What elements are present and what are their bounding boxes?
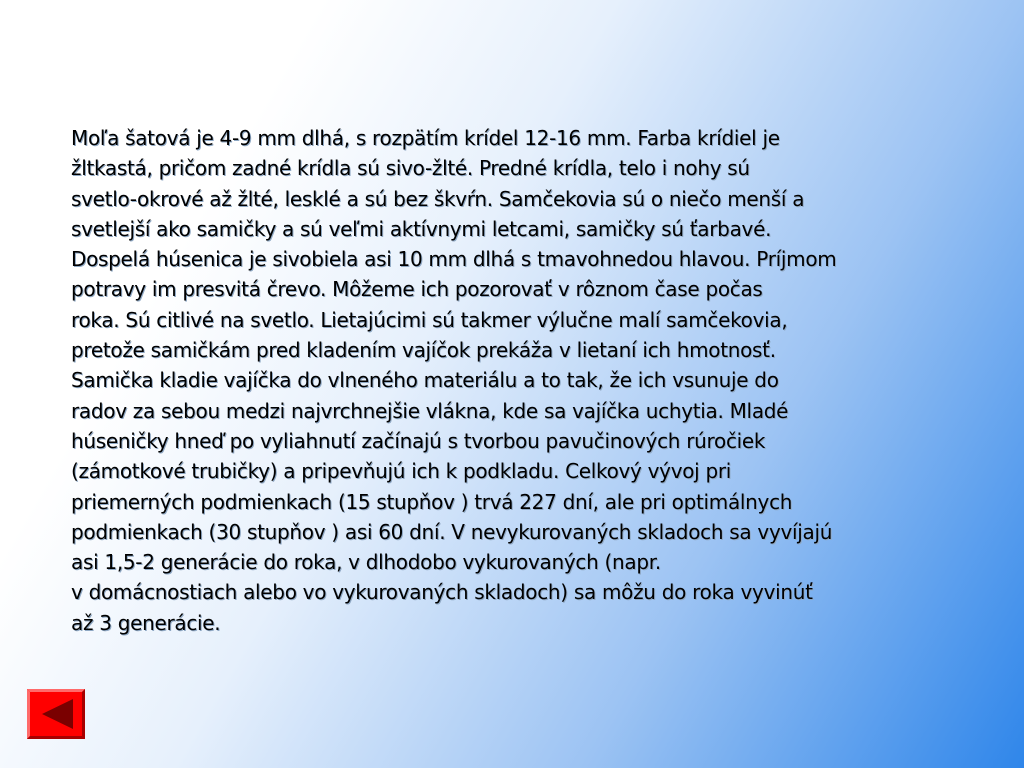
text-line: svetlejší ako samičky a sú veľmi aktívnymi letcami, samičky sú ťarbavé. <box>71 216 772 241</box>
slide-body-text <box>71 123 986 638</box>
text-line: radov za sebou medzi najvrchnejšie vlákna, kde sa vajíčka uchytia. Mladé <box>71 398 789 423</box>
text-line: až 3 generácie. <box>71 610 221 635</box>
text-line: v domácnostiach alebo vo vykurovaných skladoch) sa môžu do roka vyvinúť <box>71 580 813 605</box>
text-line: žltkastá, pričom zadné krídla sú sivo-žlté. Predné krídla, telo i nohy sú <box>71 156 750 181</box>
triangle-left-icon <box>27 689 85 739</box>
text-line: (zámotkové trubičky) a pripevňujú ich k podkladu. Celkový vývoj pri <box>71 459 732 484</box>
text-line: potravy im presvitá črevo. Môžeme ich pozorovať v rôznom čase počas <box>71 277 763 302</box>
text-line: podmienkach (30 stupňov ) asi 60 dní. V nevykurovaných skladoch sa vyvíjajú <box>71 519 833 544</box>
text-line: Dospelá húsenica je sivobiela asi 10 mm dlhá s tmavohnedou hlavou. Príjmom <box>71 247 837 272</box>
back-button[interactable] <box>27 689 85 739</box>
text-line: pretože samičkám pred kladením vajíčok prekáža v lietaní ich hmotnosť. <box>71 338 776 363</box>
text-line: roka. Sú citlivé na svetlo. Lietajúcimi sú takmer výlučne malí samčekovia, <box>71 307 788 332</box>
text-line: priemerných podmienkach (15 stupňov ) trvá 227 dní, ale pri optimálnych <box>71 489 793 514</box>
text-line: asi 1,5-2 generácie do roka, v dlhodobo vykurovaných (napr. <box>71 550 661 575</box>
text-line: húseničky hneď po vyliahnutí začínajú s tvorbou pavučinových rúročiek <box>71 428 766 453</box>
text-line: Samička kladie vajíčka do vlneného materiálu a to tak, že ich vsunuje do <box>71 368 779 393</box>
text-line: svetlo-okrové až žlté, lesklé a sú bez škvŕn. Samčekovia sú o niečo menší a <box>71 186 805 211</box>
text-line: Moľa šatová je 4-9 mm dlhá, s rozpätím krídel 12-16 mm. Farba krídiel je <box>71 126 780 150</box>
